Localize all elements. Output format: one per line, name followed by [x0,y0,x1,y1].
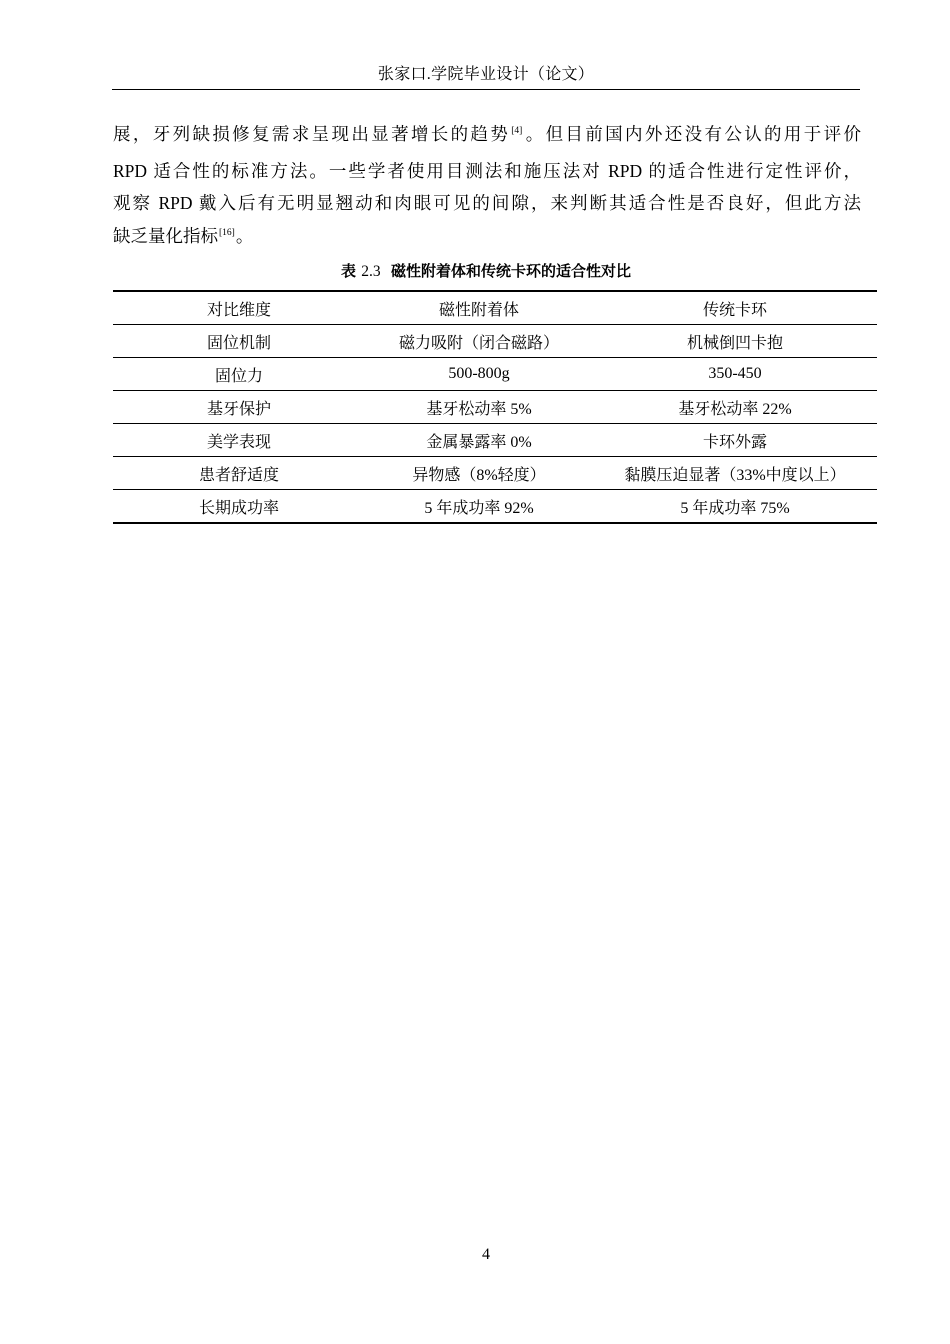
table-cell: 基牙松动率 5% [365,391,593,424]
table-cell: 固位机制 [113,325,365,358]
table-cell: 基牙保护 [113,391,365,424]
table-cell: 长期成功率 [113,490,365,524]
table-caption-number: 2.3 [361,263,381,280]
paragraph-line-1-text-a: 展，牙列缺损修复需求呈现出显著增长的趋势 [113,124,511,144]
paragraph-line-1 [113,118,861,155]
table-cell: 金属暴露率 0% [365,424,593,457]
table-header-row [113,291,877,325]
table-row [113,490,877,524]
paragraph-line-4 [113,220,861,257]
table-cell: 500-800g [365,358,593,391]
table-cell: 磁力吸附（闭合磁路） [365,325,593,358]
table-cell: 5 年成功率 75% [593,490,877,524]
table-cell: 5 年成功率 92% [365,490,593,524]
table-cell: 350-450 [593,358,877,391]
table-cell: 患者舒适度 [113,457,365,490]
table-cell: 异物感（8%轻度） [365,457,593,490]
table-cell: 固位力 [113,358,365,391]
table-cell: 卡环外露 [593,424,877,457]
table-cell: 黏膜压迫显著（33%中度以上） [593,457,877,490]
table-row [113,325,877,358]
table-cell: 机械倒凹卡抱 [593,325,877,358]
column-header-traditional-clasp: 传统卡环 [593,291,877,325]
table-row [113,424,877,457]
table-caption-title: 磁性附着体和传统卡环的适合性对比 [391,262,632,280]
page-number: 4 [482,1246,490,1263]
paragraph-line-4-text-a: 缺乏量化指标 [113,225,218,246]
citation-ref-4: [4] [511,126,523,136]
table-cell: 美学表现 [113,424,365,457]
paragraph-line-1-text-b: 。但目前国内外还没有公认的用于评价 [523,124,862,144]
body-paragraph [113,118,861,256]
table-caption-label: 表 [340,262,356,280]
table-cell: 基牙松动率 22% [593,391,877,424]
comparison-table [113,290,877,524]
table-row [113,391,877,424]
paragraph-line-4-text-b: 。 [235,225,254,246]
header-divider [112,89,860,90]
paragraph-line-3: 观察 RPD 戴入后有无明显翘动和肉眼可见的间隙，来判断其适合性是否良好，但此方法 [113,193,861,213]
column-header-magnetic-attachment: 磁性附着体 [365,291,593,325]
table-caption [112,260,860,283]
table-row [113,358,877,391]
page-header-title: 张家口.学院毕业设计（论文） [377,66,595,83]
column-header-dimension: 对比维度 [113,291,365,325]
citation-ref-16: [16] [219,227,235,238]
paragraph-line-2: RPD 适合性的标准方法。一些学者使用目测法和施压法对 RPD 的适合性进行定性评价， [113,160,861,181]
table-row [113,457,877,490]
